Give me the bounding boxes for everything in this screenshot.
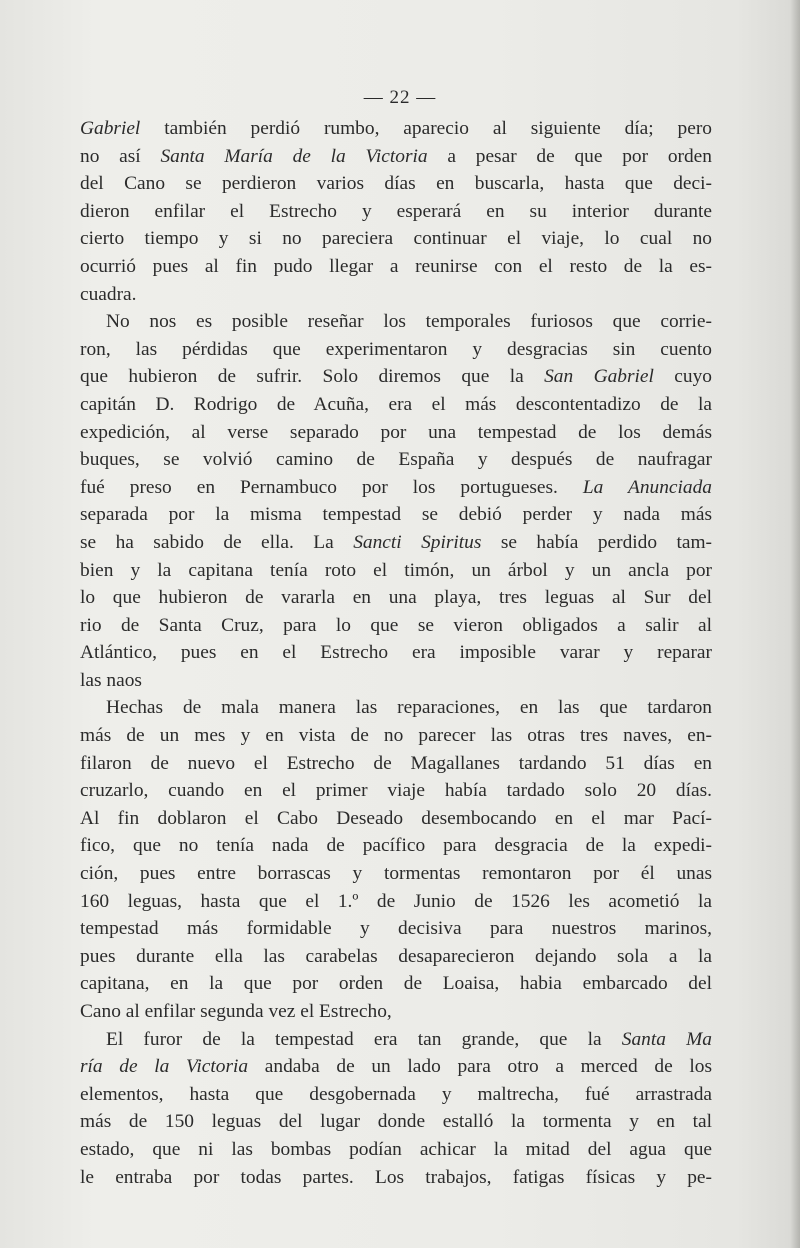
text-run: ocurrió pues al fin pudo llegar a reunirse con el resto de la es- — [80, 255, 712, 277]
text-line — [80, 970, 712, 998]
text-run: cuyo — [653, 366, 712, 388]
body-text — [80, 115, 712, 1191]
text-line — [80, 308, 712, 336]
text-run: no así — [80, 145, 161, 167]
italic-ship-name: Santa María de la Victoria — [160, 145, 428, 167]
text-line — [80, 391, 712, 419]
text-run: dieron enfilar el Estrecho y esperará en su interior durante — [80, 200, 712, 222]
text-line — [80, 1026, 712, 1054]
text-run: elementos, hasta que desgobernada y maltrecha, fué arrastrada — [80, 1083, 712, 1105]
text-line — [80, 860, 712, 888]
text-run: capitán D. Rodrigo de Acuña, era el más descontentadizo de la — [80, 393, 712, 415]
text-run: 160 leguas, hasta que el 1.º de Junio de 1526 les acometió la — [80, 890, 712, 912]
text-line — [80, 557, 712, 585]
text-run: le entraba por todas partes. Los trabajos, fatigas físicas y pe- — [80, 1166, 712, 1188]
italic-ship-name: ría de la Victoria — [80, 1056, 249, 1078]
text-run: El furor de la tempestad era tan grande, que la — [106, 1028, 622, 1050]
text-run: bien y la capitana tenía roto el timón, un árbol y un ancla por — [80, 559, 712, 581]
text-run: rio de Santa Cruz, para lo que se vieron obligados a salir al — [80, 614, 712, 636]
text-run: Al fin doblaron el Cabo Deseado desembocando en el mar Pací- — [80, 807, 712, 829]
text-line — [80, 281, 712, 309]
text-line — [80, 363, 712, 391]
italic-ship-name: Sancti Spiritus — [353, 531, 482, 553]
text-run: ción, pues entre borrascas y tormentas remontaron por él unas — [80, 863, 712, 885]
text-line — [80, 336, 712, 364]
text-line — [80, 225, 712, 253]
text-line — [80, 832, 712, 860]
text-line — [80, 667, 712, 695]
text-line — [80, 943, 712, 971]
text-run: del Cano se perdieron varios días en buscarla, hasta que deci- — [80, 173, 712, 195]
text-run: cierto tiempo y si no pareciera continuar el viaje, lo cual no — [80, 228, 712, 250]
text-run: Atlántico, pues en el Estrecho era imposible varar y reparar — [80, 642, 712, 664]
text-run: separada por la misma tempestad se debió perder y nada más — [80, 504, 712, 526]
text-run: fué preso en Pernambuco por los portugueses. — [80, 476, 583, 498]
text-line — [80, 1053, 712, 1081]
text-run: Cano al enfilar segunda vez el Estrecho, — [80, 1001, 392, 1022]
text-line — [80, 888, 712, 916]
text-line — [80, 501, 712, 529]
text-line — [80, 612, 712, 640]
text-run: filaron de nuevo el Estrecho de Magallanes tardando 51 días en — [80, 752, 712, 774]
text-line — [80, 1164, 712, 1192]
text-line — [80, 584, 712, 612]
text-line — [80, 805, 712, 833]
text-line — [80, 474, 712, 502]
text-run: más de 150 leguas del lugar donde estalló la tormenta y en tal — [80, 1111, 712, 1133]
text-line — [80, 446, 712, 474]
italic-ship-name: Santa Ma — [621, 1028, 712, 1050]
text-line — [80, 198, 712, 226]
text-line — [80, 1108, 712, 1136]
text-line — [80, 529, 712, 557]
text-run: también perdió rumbo, aparecio al siguiente día; pero — [140, 118, 712, 139]
text-run: cuadra. — [80, 283, 137, 305]
text-run: cruzarlo, cuando en el primer viaje había tardado solo 20 días. — [80, 780, 712, 802]
italic-ship-name: La Anunciada — [582, 476, 712, 498]
text-line — [80, 253, 712, 281]
text-run: se había perdido tam- — [481, 531, 713, 553]
text-run: ron, las pérdidas que experimentaron y desgracias sin cuento — [80, 338, 712, 360]
text-run: expedición, al verse separado por una tempestad de los demás — [80, 421, 712, 443]
text-run: tempestad más formidable y decisiva para nuestros marinos, — [80, 918, 712, 940]
text-run: Hechas de mala manera las reparaciones, en las que tardaron — [106, 697, 712, 719]
text-run: estado, que ni las bombas podían achicar la mitad del agua que — [80, 1138, 712, 1160]
text-run: a pesar de que por orden — [427, 145, 712, 167]
text-run: No nos es posible reseñar los temporales furiosos que corrie- — [106, 311, 712, 333]
italic-ship-name: Gabriel — [80, 118, 141, 139]
text-run: buques, se volvió camino de España y después de naufragar — [80, 449, 712, 471]
text-run: capitana, en la que por orden de Loaisa, habia embarcado del — [80, 973, 712, 995]
text-line — [80, 143, 712, 171]
text-run: pues durante ella las carabelas desaparecieron dejando sola a la — [80, 945, 712, 967]
text-line — [80, 777, 712, 805]
text-run: las naos — [80, 669, 142, 691]
text-run: fico, que no tenía nada de pacífico para desgracia de la expedi- — [80, 835, 712, 857]
text-run: andaba de un lado para otro a merced de los — [248, 1056, 713, 1078]
text-line — [80, 419, 712, 447]
text-line — [80, 639, 712, 667]
text-line — [80, 115, 712, 143]
text-line — [80, 170, 712, 198]
text-line — [80, 1136, 712, 1164]
text-run: que hubieron de sufrir. Solo diremos que la — [80, 366, 545, 388]
text-line — [80, 998, 712, 1026]
text-line — [80, 694, 712, 722]
text-line — [80, 750, 712, 778]
text-run: lo que hubieron de vararla en una playa, tres leguas al Sur del — [80, 587, 712, 609]
page-number: — 22 — — [363, 87, 437, 108]
text-run: más de un mes y en vista de no parecer las otras tres naves, en- — [80, 725, 712, 747]
italic-ship-name: San Gabriel — [544, 366, 654, 388]
page-edge-shadow — [790, 0, 800, 1248]
text-line — [80, 722, 712, 750]
text-line — [80, 915, 712, 943]
text-line — [80, 1081, 712, 1109]
text-run: se ha sabido de ella. La — [80, 531, 354, 553]
